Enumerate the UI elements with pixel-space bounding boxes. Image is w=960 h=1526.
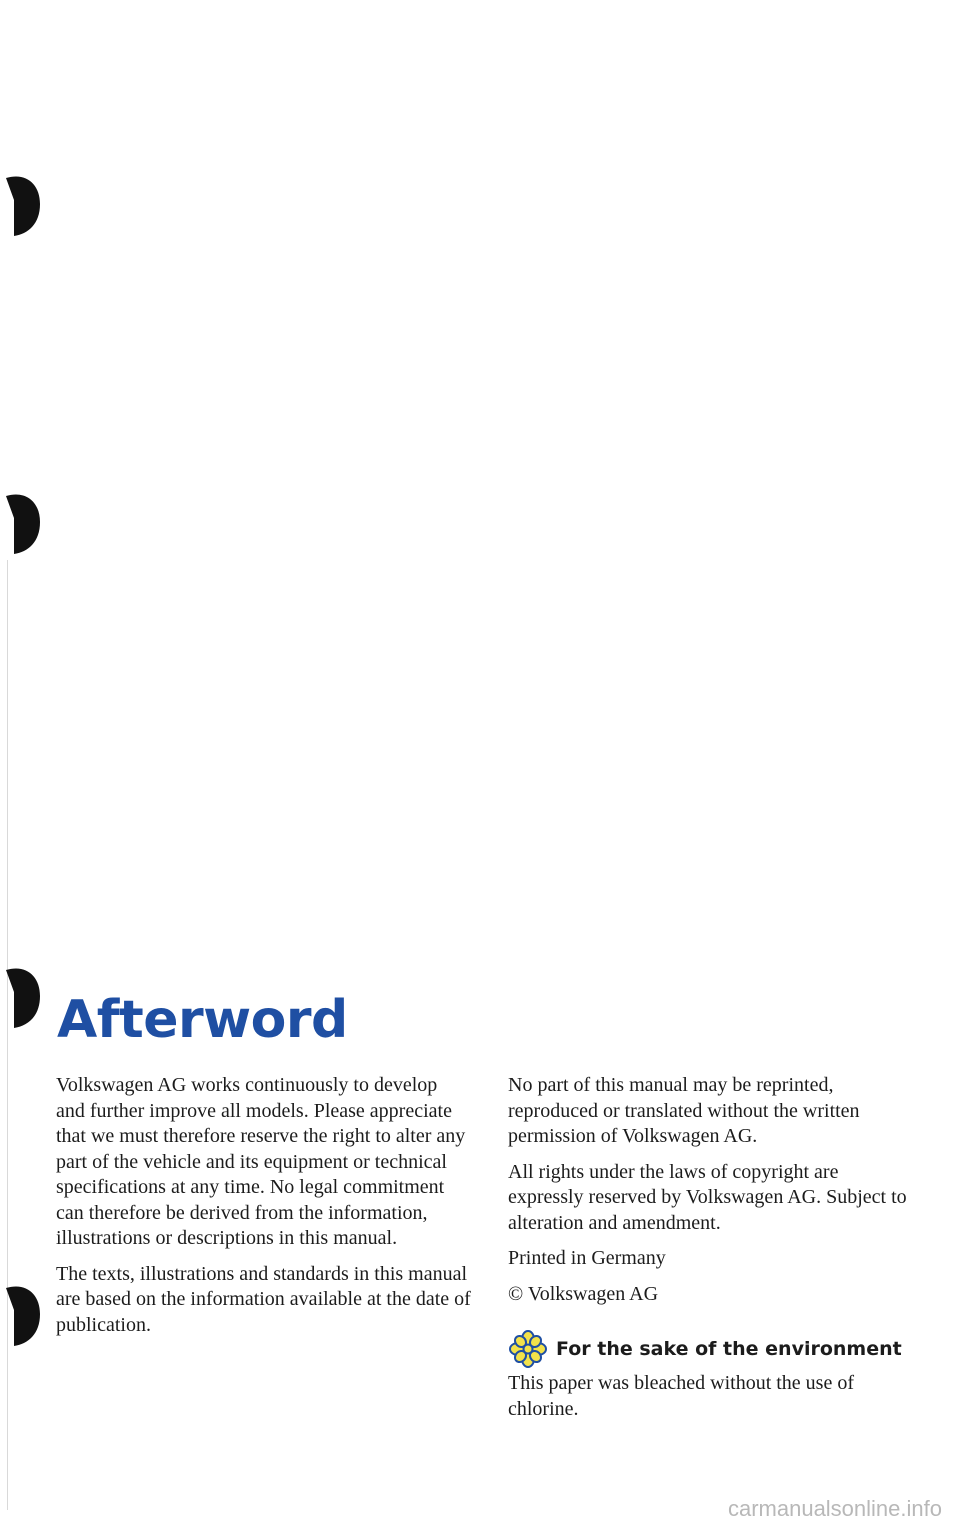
tab-mark-1 [6,170,46,240]
reprint-notice: No part of this manual may be reprinted, reproduced or translated without the written permission of Volkswagen AG. [508,1074,860,1147]
tab-mark-3 [6,962,46,1032]
page-title: Afterword [57,990,348,1050]
right-column [508,1073,918,1432]
printed-in: Printed in Germany [508,1247,666,1269]
publication-paragraph: The texts, illustrations and standards in this manual are based on the information available at the date of publication. [56,1262,471,1336]
watermark: carmanualsonline.info [727,1496,942,1521]
environment-heading-text: For the sake of the environment [556,1338,902,1360]
tab-mark-4 [6,1280,46,1350]
binding-edge-line [7,560,8,1510]
tab-mark-2 [6,488,46,558]
environment-heading [508,1329,918,1369]
environment-text: This paper was bleached without the use of chlorine. [508,1372,855,1420]
left-column [56,1073,471,1348]
flower-icon [508,1329,548,1369]
copyright-notice: All rights under the laws of copyright are expressly reserved by Volkswagen AG. Subject to alteration and amendment. [508,1160,907,1234]
copyright-line: © Volkswagen AG [508,1282,659,1305]
intro-paragraph: Volkswagen AG works continuously to develop and further improve all models. Please appreciate that we must therefore reserve the right to alter any part of the vehicle and its equipment or technical specifications at any time. No legal commitment can therefore be derived from the information, illustrations or descriptions in this manual. [56,1074,466,1249]
